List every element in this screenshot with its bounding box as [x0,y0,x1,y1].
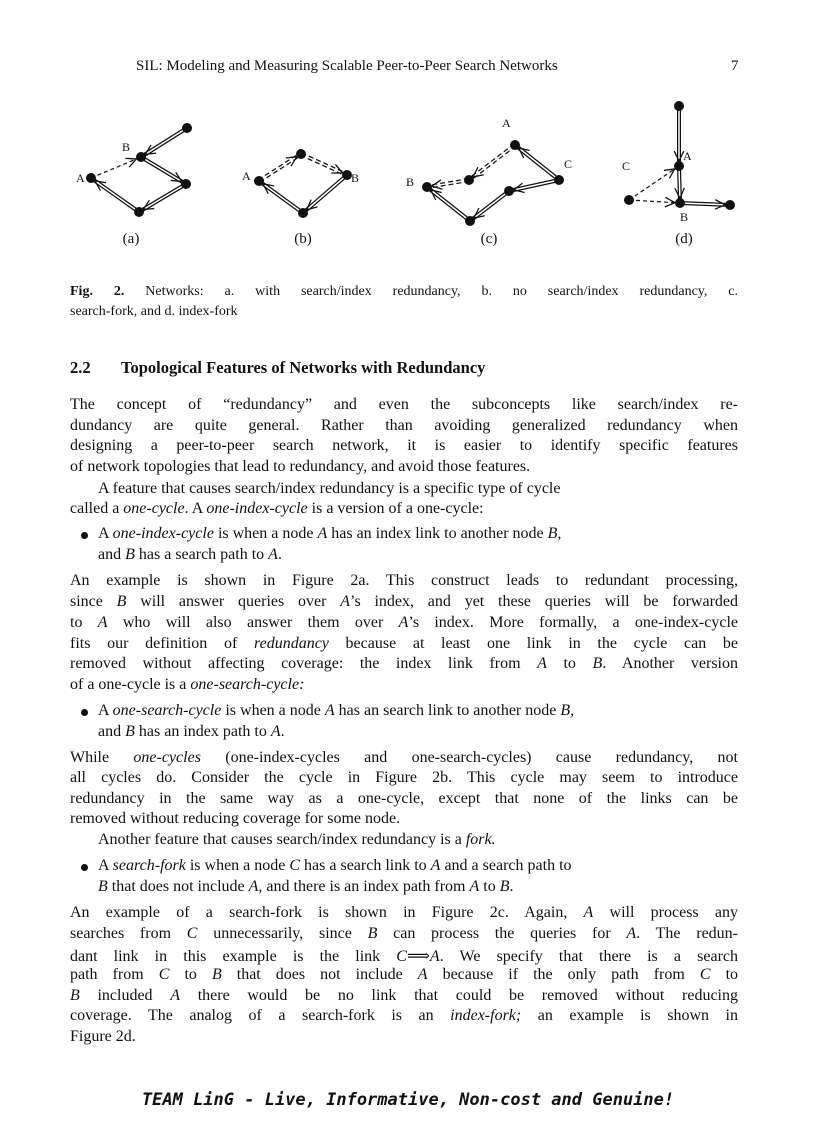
text-span: to [710,966,739,983]
graph-node [504,186,514,196]
running-title: SIL: Modeling and Measuring Scalable Peer-to-Peer Search Networks [136,58,558,74]
italic-term: A [170,987,181,1004]
panel-label-d: (d) [675,231,693,247]
text-line [70,946,738,966]
italic-term: C [289,857,301,874]
graph-node [86,173,96,183]
italic-term: one-cycle [123,500,185,517]
italic-term: A [626,925,637,942]
text-line [70,810,738,828]
text-line [70,396,738,414]
link-edge [515,145,559,180]
text-line [70,572,738,590]
text-span: removed without reducing coverage for some node. [70,810,401,827]
text-span: A [98,525,113,542]
italic-term: B [211,966,222,983]
text-line [70,1028,738,1046]
italic-term: one-search-cycle [112,702,222,719]
text-span: and there is an index path from [262,878,470,895]
italic-term: A [340,593,351,610]
link-edge [303,175,347,213]
text-span: because at least one link in the cycle can be [328,635,739,652]
italic-term: A [317,525,328,542]
text-span: of network topologies that lead to redundancy, and avoid those features. [70,458,531,475]
graph-node [298,208,308,218]
node-label: C [564,157,573,171]
dashed-link-edge [629,197,680,207]
italic-term: A [324,702,335,719]
text-span: A [98,857,113,874]
italic-term: A [268,546,278,563]
text-span: has a search link to [300,857,431,874]
bullet-item-line [98,525,738,543]
italic-term: A [270,723,281,740]
italic-term: A [398,614,409,631]
graph-node [182,123,192,133]
text-span: Figure 2d. [70,1028,136,1045]
text-span: . [277,546,282,563]
text-span: to [546,655,593,672]
text-span: path from [70,966,159,983]
italic-term: A [430,857,441,874]
graph-node [624,195,634,205]
node-label: A [76,171,85,185]
text-line [98,480,738,498]
italic-term: fork. [465,831,496,848]
text-line [70,925,738,943]
link-edge [680,200,730,210]
text-span: Another feature that causes search/index redundancy is a [98,831,466,848]
text-line [70,987,738,1005]
text-span: since [70,593,117,610]
italic-term: C⟹A [396,948,440,965]
caption-text: search-fork, and d. index-fork [70,304,238,319]
node-label: A [502,116,511,130]
text-span: has an search link to another node [334,702,561,719]
graph-node [725,200,735,210]
text-line [70,904,738,922]
figure-2-network-diagrams [0,90,816,260]
text-span: dant link in this example is the link [70,948,397,965]
node-label: B [122,140,131,154]
italic-term: A [417,966,428,983]
bullet-icon [81,532,88,539]
dashed-link-edge [629,166,679,200]
text-line [70,437,738,455]
italic-term: B [70,987,80,1004]
graph-node [465,216,475,226]
node-label: B [680,210,689,224]
text-span: While [70,749,134,766]
italic-term: index-fork; [450,1007,522,1024]
text-span: has a search path to [134,546,269,563]
text-line [70,676,738,694]
text-span: coverage. The analog of a search-fork is an [70,1007,451,1024]
text-span: has an index link to another node [327,525,548,542]
graph-node [422,182,432,192]
text-span: that does not include [221,966,418,983]
text-line [98,831,738,849]
bullet-item-line [98,857,738,875]
node-label: B [351,171,360,185]
italic-term: redundancy [253,635,329,652]
italic-term: search-fork [112,857,186,874]
italic-term: B, [547,525,562,542]
caption-text: Networks: a. with search/index redundancy, b. no search/index redundancy, c. [145,284,739,299]
italic-term: C [699,966,711,983]
link-edge [141,128,187,157]
text-span: . [509,878,514,895]
section-title: Topological Features of Networks with Redundancy [121,358,486,377]
text-line [70,966,738,984]
node-label: B [406,175,415,189]
text-span: dundancy are quite general. Rather than avoiding generalized redundancy when [70,417,738,434]
text-line [70,749,738,767]
graph-node [510,140,520,150]
text-span: unnecessarily, since [197,925,368,942]
link-edge [427,187,470,221]
section-number: 2.2 [70,358,91,377]
dashed-link-edge [469,145,515,180]
text-span: is a version of a one-cycle: [307,500,484,517]
text-span: A feature that causes search/index redundancy is a specific type of cycle [98,480,561,497]
text-line [70,1007,738,1025]
text-line [70,417,738,435]
text-span: will answer queries over [126,593,341,610]
text-span: included [79,987,171,1004]
italic-term: B, [560,702,575,719]
text-span: to [70,614,98,631]
text-line [70,635,738,653]
graph-node [181,179,191,189]
italic-term: A [469,878,480,895]
text-span: A [98,702,113,719]
italic-term: A, [248,878,263,895]
link-edge [141,157,186,184]
italic-term: B [116,593,127,610]
text-span: of a one-cycle is a [70,676,191,693]
dashed-link-edge [91,157,141,178]
text-span: An example is shown in Figure 2a. This construct leads to redundant processing, [70,572,738,589]
dashed-link-edge [301,154,347,175]
graph-node [136,152,146,162]
node-label: C [622,159,631,173]
text-span: redundancy in the same way as a one-cycle, except that none of the links can be [70,790,738,807]
text-span: there would be no link that could be removed without reducing [180,987,739,1004]
dashed-link-edge [427,180,469,189]
text-span: an example is shown in [521,1007,738,1024]
text-span: because if the only path from [427,966,700,983]
text-span: An example of a search-fork is shown in Figure 2c. Again, [70,904,584,921]
text-span: ’s index. More formally, a one-index-cycle [408,614,738,631]
panel-label-c: (c) [480,231,498,247]
italic-term: C [158,966,170,983]
text-span: has an index path to [134,723,271,740]
text-line [70,655,738,673]
node-label: A [242,169,251,183]
text-span: . Another version [602,655,739,672]
graph-node [134,207,144,217]
italic-term: B [592,655,603,672]
bullet-icon [81,709,88,716]
graph-node [674,101,684,111]
text-line [70,593,738,611]
text-span: is when a node [185,857,290,874]
italic-term: B [367,925,378,942]
text-line [70,769,738,787]
italic-term: A [537,655,547,672]
caption-label: Fig. 2. [70,284,125,299]
text-span: and [98,723,126,740]
text-span: designing a peer-to-peer search network, it is easier to identify specific features [70,437,738,454]
dashed-link-edge [259,154,301,181]
text-line [70,500,738,518]
text-span: to [479,878,500,895]
graph-node [464,175,474,185]
italic-term: one-index-cycle [206,500,308,517]
graph-node [675,198,685,208]
text-span: all cycles do. Consider the cycle in Figure 2b. This cycle may seem to introduce [70,769,738,786]
bullet-item-line [98,723,738,741]
text-span: to [169,966,212,983]
text-span: is when a node [213,525,318,542]
text-span: . A [184,500,207,517]
graph-node [254,176,264,186]
link-edge [91,178,139,212]
text-span: can process the queries for [377,925,627,942]
link-edge [139,184,186,212]
figure-caption [70,282,738,322]
text-span: ’s index, and yet these queries will be forwarded [350,593,738,610]
text-span: . [280,723,285,740]
link-edge [675,166,685,203]
italic-term: B [125,723,135,740]
link-edge [470,191,509,221]
italic-term: A [97,614,108,631]
italic-term: one-search-cycle: [190,676,305,693]
text-span: called a [70,500,124,517]
graph-node [296,149,306,159]
text-line [70,614,738,632]
text-span: (one-index-cycles and one-search-cycles) cause redundancy, not [200,749,738,766]
graph-node [554,175,564,185]
bullet-item-line [98,546,738,564]
section-heading [70,358,485,378]
text-span: and [98,546,126,563]
arrowhead-icon [125,158,136,167]
italic-term: B [98,878,108,895]
bullet-item-line [98,702,738,720]
text-span: . The redun- [636,925,739,942]
text-line [70,790,738,808]
link-edge [259,181,303,213]
node-label: A [683,149,692,163]
text-span: The concept of “redundancy” and even the subconcepts like search/index re- [70,396,738,413]
text-span: who will also answer them over [107,614,399,631]
arrowhead-icon [664,169,675,179]
text-span: fits our definition of [70,635,254,652]
bullet-icon [81,864,88,871]
page-number: 7 [731,58,739,74]
link-edge [509,180,559,192]
text-span: . We specify that there is a search [439,948,738,965]
text-line [70,458,738,476]
text-span: that does not include [107,878,249,895]
text-span: will process any [593,904,738,921]
italic-term: C [186,925,198,942]
text-span: searches from [70,925,187,942]
text-span: and a search path to [440,857,572,874]
text-span: removed without affecting coverage: the index link from [70,655,538,672]
footer-watermark: TEAM LinG - Live, Informative, Non-cost and Genuine! [141,1090,675,1110]
bullet-item-line [98,878,738,896]
italic-term: B [499,878,510,895]
panel-label-a: (a) [122,231,140,247]
italic-term: B [125,546,135,563]
panel-label-b: (b) [294,231,312,247]
italic-term: one-index-cycle [112,525,214,542]
text-span: is when a node [221,702,325,719]
italic-term: A [583,904,594,921]
italic-term: one-cycles [133,749,201,766]
